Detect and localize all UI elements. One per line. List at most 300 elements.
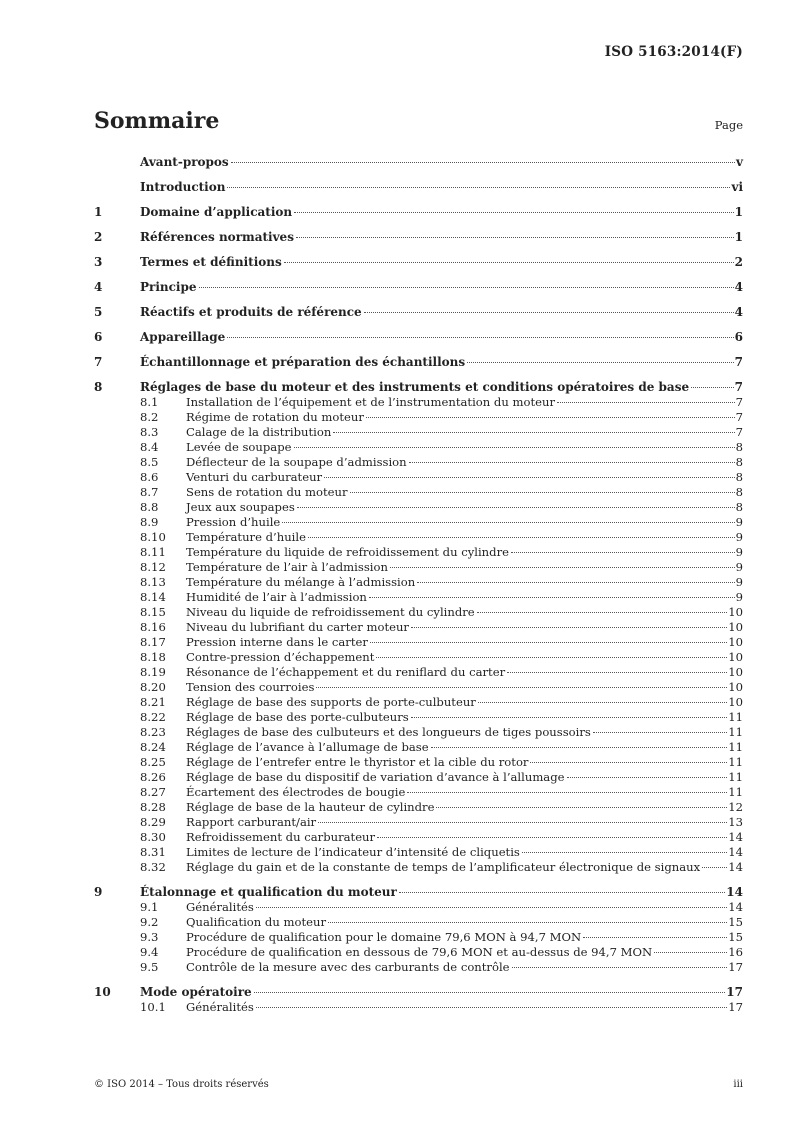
dot-leader [411, 627, 727, 628]
toc-entry-page: 11 [728, 740, 743, 754]
toc-entry-number: 8.24 [140, 740, 166, 754]
toc-entry-title: Procédure de qualification pour le domaine 79,6 MON à 94,7 MON [186, 930, 582, 944]
toc-entry[interactable] [94, 985, 743, 1000]
toc-entry-leader-line [140, 885, 743, 900]
toc-entry-page: 10 [728, 620, 743, 634]
toc-entry-page: 1 [734, 230, 743, 244]
toc-entry-number: 8.2 [140, 410, 159, 424]
toc-entry-number: 9.4 [140, 945, 159, 959]
toc-entry[interactable] [94, 710, 743, 725]
toc-entry[interactable] [94, 695, 743, 710]
toc-entry-leader-line [140, 305, 743, 320]
toc-entry-title: Déflecteur de la soupape d’admission [186, 455, 407, 469]
toc-entry-page: 13 [728, 815, 743, 829]
dot-leader [522, 852, 727, 853]
toc-entry-page: 10 [728, 635, 743, 649]
toc-entry[interactable] [94, 770, 743, 785]
toc-entry-page: 8 [735, 455, 743, 469]
toc-entry-title: Principe [140, 280, 197, 294]
toc-entry[interactable] [94, 530, 743, 545]
toc-entry-title: Calage de la distribution [186, 425, 332, 439]
toc-entry-leader-line [186, 485, 743, 500]
toc-entry[interactable] [94, 930, 743, 945]
toc-entry-page: 7 [735, 410, 743, 424]
toc-entry-number: 8 [94, 380, 103, 394]
toc-entry-leader-line [186, 575, 743, 590]
toc-entry[interactable] [94, 665, 743, 680]
dot-leader [227, 337, 733, 338]
toc-entry-number: 8.11 [140, 545, 166, 559]
dot-leader [431, 747, 728, 748]
toc-entry-number: 8.3 [140, 425, 159, 439]
title-row [94, 108, 743, 148]
page-title: Sommaire [94, 108, 220, 134]
toc-entry[interactable] [94, 515, 743, 530]
dot-leader [411, 717, 728, 718]
toc-entry-page: 7 [734, 380, 743, 394]
toc-entry-leader-line [186, 945, 743, 960]
toc-entry-title: Levée de soupape [186, 440, 292, 454]
toc-entry-title: Réactifs et produits de référence [140, 305, 362, 319]
toc-entry[interactable] [94, 620, 743, 635]
toc-entry-leader-line [186, 845, 743, 860]
toc-entry-page: 9 [735, 545, 743, 559]
dot-leader [333, 432, 734, 433]
toc-entry-leader-line [140, 230, 743, 245]
toc-entry-page: 11 [728, 770, 743, 784]
toc-entry-page: 6 [734, 330, 743, 344]
dot-leader [593, 732, 727, 733]
dot-leader [294, 447, 735, 448]
toc-entry-leader-line [140, 280, 743, 295]
toc-entry[interactable] [94, 230, 743, 245]
toc-entry-title: Qualification du moteur [186, 915, 327, 929]
toc-entry-leader-line [186, 545, 743, 560]
toc-entry-title: Réglage de base du dispositif de variation d’avance à l’allumage [186, 770, 565, 784]
dot-leader [567, 777, 728, 778]
toc-entry-page: 9 [735, 515, 743, 529]
toc-entry-title: Réglage de l’entrefer entre le thyristor et la cible du rotor [186, 755, 529, 769]
toc-entry[interactable] [94, 410, 743, 425]
toc-entry-number: 8.26 [140, 770, 166, 784]
toc-entry-title: Sens de rotation du moteur [186, 485, 348, 499]
toc-entry-number: 8.18 [140, 650, 166, 664]
toc-entry-leader-line [186, 425, 743, 440]
toc-entry[interactable] [94, 440, 743, 455]
toc-entry[interactable] [94, 560, 743, 575]
toc-entry[interactable] [94, 800, 743, 815]
toc-entry-number: 8.5 [140, 455, 159, 469]
toc-entry-leader-line [140, 355, 743, 370]
toc-entry-page: 11 [728, 710, 743, 724]
toc-entry[interactable] [94, 1000, 743, 1015]
toc-entry-title: Réglage du gain et de la constante de temps de l’amplificateur électronique de signaux [186, 860, 701, 874]
toc-entry-leader-line [186, 785, 743, 800]
toc-entry-page: 8 [735, 470, 743, 484]
toc-entry-page: 9 [735, 590, 743, 604]
toc-entry-title: Contrôle de la mesure avec des carburants de contrôle [186, 960, 510, 974]
toc-entry-leader-line [186, 915, 743, 930]
toc-entry-leader-line [186, 860, 743, 875]
toc-entry-title: Réglages de base du moteur et des instruments et conditions opératoires de base [140, 380, 690, 394]
toc-entry-page: 14 [728, 860, 743, 874]
toc-entry-number: 8.21 [140, 695, 166, 709]
toc-entry-title: Pression d’huile [186, 515, 281, 529]
dot-leader [417, 582, 734, 583]
dot-leader [557, 402, 735, 403]
toc-entry-number: 8.8 [140, 500, 159, 514]
toc-entry-page: 11 [728, 785, 743, 799]
toc-entry-title: Réglage de base des porte-culbuteurs [186, 710, 409, 724]
toc-entry-leader-line [140, 985, 743, 1000]
toc-entry-title: Niveau du lubrifiant du carter moteur [186, 620, 409, 634]
toc-entry-leader-line [186, 620, 743, 635]
toc-entry-leader-line [186, 470, 743, 485]
toc-entry-title: Rapport carburant/air [186, 815, 317, 829]
toc-entry[interactable] [94, 305, 743, 320]
toc-entry-leader-line [186, 695, 743, 710]
toc-entry-leader-line [140, 330, 743, 345]
toc-entry[interactable] [94, 845, 743, 860]
dot-leader [511, 552, 735, 553]
toc-entry-number: 8.27 [140, 785, 166, 799]
toc-entry[interactable] [94, 960, 743, 975]
dot-leader [366, 417, 735, 418]
dot-leader [296, 237, 734, 238]
toc-entry-number: 8.9 [140, 515, 159, 529]
toc-entry[interactable] [94, 650, 743, 665]
toc-entry-page: 10 [728, 605, 743, 619]
toc-entry-title: Jeux aux soupapes [186, 500, 295, 514]
toc-entry-page: 7 [734, 355, 743, 369]
toc-entry-page: 2 [734, 255, 743, 269]
toc-entry-number: 10.1 [140, 1000, 166, 1014]
dot-leader [512, 967, 728, 968]
toc-entry-leader-line [186, 800, 743, 815]
toc-entry-title: Venturi du carburateur [186, 470, 323, 484]
toc-entry[interactable] [94, 380, 743, 395]
toc-entry-page: 16 [728, 945, 743, 959]
toc-entry-leader-line [186, 635, 743, 650]
toc-entry-page: vi [731, 180, 743, 194]
toc-entry-leader-line [186, 755, 743, 770]
toc-entry-leader-line [186, 770, 743, 785]
toc-entry-page: 10 [728, 680, 743, 694]
toc-entry[interactable] [94, 330, 743, 345]
table-of-contents [94, 155, 743, 1015]
dot-leader [369, 597, 735, 598]
toc-entry-page: v [736, 155, 743, 169]
toc-entry-number: 8.4 [140, 440, 159, 454]
dot-leader [308, 537, 735, 538]
dot-leader [364, 312, 734, 313]
toc-entry-title: Régime de rotation du moteur [186, 410, 364, 424]
dot-leader [399, 892, 725, 893]
toc-entry-number: 9.2 [140, 915, 159, 929]
toc-entry-leader-line [186, 1000, 743, 1015]
dot-leader [284, 262, 734, 263]
toc-entry-number: 8.25 [140, 755, 166, 769]
toc-entry-title: Généralités [186, 1000, 254, 1014]
dot-leader [256, 907, 727, 908]
toc-entry-title: Réglage de base des supports de porte-culbuteur [186, 695, 476, 709]
toc-entry-title: Procédure de qualification en dessous de 79,6 MON et au-dessus de 94,7 MON [186, 945, 653, 959]
toc-entry-page: 17 [728, 960, 743, 974]
dot-leader [254, 992, 726, 993]
toc-entry-number: 8.13 [140, 575, 166, 589]
dot-leader [376, 657, 727, 658]
dot-leader [467, 362, 734, 363]
toc-entry-number: 8.28 [140, 800, 166, 814]
toc-entry-page: 8 [735, 485, 743, 499]
toc-entry[interactable] [94, 280, 743, 295]
dot-leader [256, 1007, 727, 1008]
toc-entry[interactable] [94, 395, 743, 410]
toc-entry-number: 9.1 [140, 900, 159, 914]
toc-entry-page: 4 [734, 280, 743, 294]
toc-entry-page: 17 [728, 1000, 743, 1014]
toc-entry[interactable] [94, 455, 743, 470]
toc-entry-page: 15 [728, 930, 743, 944]
toc-entry-title: Domaine d’application [140, 205, 293, 219]
toc-entry-leader-line [186, 740, 743, 755]
toc-entry-title: Réglage de l’avance à l’allumage de base [186, 740, 429, 754]
document-identifier: ISO 5163:2014(F) [604, 44, 743, 60]
toc-entry-page: 11 [728, 725, 743, 739]
dot-leader [318, 822, 727, 823]
toc-entry-title: Niveau du liquide de refroidissement du cylindre [186, 605, 475, 619]
toc-entry-leader-line [186, 590, 743, 605]
toc-entry-title: Étalonnage et qualification du moteur [140, 885, 397, 899]
toc-entry-number: 8.6 [140, 470, 159, 484]
toc-entry-page: 8 [735, 500, 743, 514]
toc-entry-page: 14 [728, 900, 743, 914]
toc-entry[interactable] [94, 425, 743, 440]
toc-entry-page: 8 [735, 440, 743, 454]
toc-entry[interactable] [94, 785, 743, 800]
toc-entry-page: 9 [735, 530, 743, 544]
toc-entry[interactable] [94, 900, 743, 915]
toc-entry-number: 8.10 [140, 530, 166, 544]
toc-entry-leader-line [186, 605, 743, 620]
dot-leader [409, 462, 735, 463]
toc-entry-page: 9 [735, 560, 743, 574]
dot-leader [316, 687, 727, 688]
toc-entry-title: Introduction [140, 180, 226, 194]
toc-entry-title: Références normatives [140, 230, 294, 244]
toc-entry-number: 7 [94, 355, 103, 369]
toc-entry-number: 9 [94, 885, 103, 899]
dot-leader [350, 492, 735, 493]
toc-entry-number: 5 [94, 305, 103, 319]
toc-entry-number: 9.3 [140, 930, 159, 944]
copyright-notice: © ISO 2014 – Tous droits réservés [94, 1079, 269, 1090]
toc-entry-number: 8.29 [140, 815, 166, 829]
toc-entry-title: Température du liquide de refroidissement du cylindre [186, 545, 509, 559]
toc-entry-page: 12 [728, 800, 743, 814]
toc-entry-number: 8.14 [140, 590, 166, 604]
toc-entry-title: Température d’huile [186, 530, 306, 544]
toc-entry-leader-line [186, 900, 743, 915]
toc-entry-number: 1 [94, 205, 103, 219]
toc-entry-number: 8.30 [140, 830, 166, 844]
toc-entry-title: Humidité de l’air à l’admission [186, 590, 367, 604]
toc-entry[interactable] [94, 830, 743, 845]
dot-leader [370, 642, 727, 643]
toc-entry-page: 17 [726, 985, 743, 999]
toc-entry-page: 14 [726, 885, 743, 899]
toc-entry-leader-line [186, 930, 743, 945]
dot-leader [530, 762, 727, 763]
toc-entry[interactable] [94, 205, 743, 220]
toc-entry-title: Tension des courroies [186, 680, 315, 694]
dot-leader [702, 867, 727, 868]
toc-entry[interactable] [94, 915, 743, 930]
toc-entry-title: Réglages de base des culbuteurs et des longueurs de tiges poussoirs [186, 725, 591, 739]
toc-entry-page: 10 [728, 695, 743, 709]
toc-entry[interactable] [94, 355, 743, 370]
toc-entry[interactable] [94, 180, 743, 195]
toc-entry-title: Mode opératoire [140, 985, 252, 999]
toc-entry-number: 8.16 [140, 620, 166, 634]
toc-entry[interactable] [94, 885, 743, 900]
toc-entry-number: 8.22 [140, 710, 166, 724]
toc-entry-leader-line [186, 815, 743, 830]
toc-entry-page: 1 [734, 205, 743, 219]
toc-entry-page: 14 [728, 830, 743, 844]
toc-entry-leader-line [186, 530, 743, 545]
toc-entry-number: 8.32 [140, 860, 166, 874]
toc-entry[interactable] [94, 635, 743, 650]
toc-entry-number: 4 [94, 280, 103, 294]
toc-entry-leader-line [186, 515, 743, 530]
toc-entry-title: Contre-pression d’échappement [186, 650, 375, 664]
toc-entry-title: Avant-propos [140, 155, 229, 169]
toc-entry-title: Écartement des électrodes de bougie [186, 785, 406, 799]
toc-entry[interactable] [94, 590, 743, 605]
toc-entry[interactable] [94, 500, 743, 515]
toc-entry-number: 6 [94, 330, 103, 344]
toc-entry-number: 8.12 [140, 560, 166, 574]
toc-entry-number: 8.19 [140, 665, 166, 679]
toc-entry-page: 10 [728, 650, 743, 664]
dot-leader [583, 937, 727, 938]
toc-entry-leader-line [186, 830, 743, 845]
toc-entry-leader-line [186, 560, 743, 575]
dot-leader [477, 612, 728, 613]
toc-entry-title: Généralités [186, 900, 254, 914]
dot-leader [407, 792, 727, 793]
toc-entry-leader-line [140, 155, 743, 170]
toc-entry-page: 10 [728, 665, 743, 679]
toc-entry-title: Pression interne dans le carter [186, 635, 368, 649]
dot-leader [282, 522, 734, 523]
page-column-label: Page [714, 118, 743, 132]
toc-entry-title: Installation de l’équipement et de l’instrumentation du moteur [186, 395, 555, 409]
toc-entry-leader-line [186, 680, 743, 695]
toc-entry[interactable] [94, 945, 743, 960]
toc-entry-leader-line [186, 500, 743, 515]
toc-entry-title: Température de l’air à l’admission [186, 560, 388, 574]
toc-entry-leader-line [140, 255, 743, 270]
toc-entry[interactable] [94, 815, 743, 830]
toc-entry[interactable] [94, 155, 743, 170]
toc-entry[interactable] [94, 470, 743, 485]
toc-entry[interactable] [94, 545, 743, 560]
toc-entry-leader-line [186, 410, 743, 425]
toc-entry[interactable] [94, 740, 743, 755]
dot-leader [377, 837, 727, 838]
toc-entry[interactable] [94, 725, 743, 740]
toc-entry-number: 8.1 [140, 395, 159, 409]
dot-leader [436, 807, 727, 808]
dot-leader [390, 567, 735, 568]
dot-leader [478, 702, 727, 703]
toc-entry-leader-line [186, 650, 743, 665]
toc-entry-number: 8.20 [140, 680, 166, 694]
toc-entry-leader-line [186, 455, 743, 470]
toc-entry-leader-line [140, 380, 743, 395]
toc-entry[interactable] [94, 755, 743, 770]
toc-entry-page: 14 [728, 845, 743, 859]
toc-entry-leader-line [186, 440, 743, 455]
dot-leader [654, 952, 727, 953]
toc-entry-leader-line [186, 725, 743, 740]
toc-entry-number: 10 [94, 985, 111, 999]
toc-entry[interactable] [94, 860, 743, 875]
toc-entry-title: Échantillonnage et préparation des échantillons [140, 355, 466, 369]
toc-entry-number: 3 [94, 255, 103, 269]
toc-entry-title: Appareillage [140, 330, 226, 344]
toc-entry-title: Limites de lecture de l’indicateur d’intensité de cliquetis [186, 845, 520, 859]
toc-entry-leader-line [186, 665, 743, 680]
toc-entry-number: 8.15 [140, 605, 166, 619]
dot-leader [294, 212, 734, 213]
toc-entry-title: Refroidissement du carburateur [186, 830, 376, 844]
toc-entry-number: 8.7 [140, 485, 159, 499]
toc-entry-title: Réglage de base de la hauteur de cylindre [186, 800, 435, 814]
toc-entry-page: 9 [735, 575, 743, 589]
dot-leader [328, 922, 727, 923]
toc-entry-number: 8.31 [140, 845, 166, 859]
dot-leader [297, 507, 735, 508]
dot-leader [324, 477, 735, 478]
toc-entry-number: 2 [94, 230, 103, 244]
toc-entry-number: 8.23 [140, 725, 166, 739]
dot-leader [507, 672, 727, 673]
dot-leader [691, 387, 734, 388]
toc-entry-page: 7 [735, 425, 743, 439]
toc-entry[interactable] [94, 575, 743, 590]
toc-entry[interactable] [94, 680, 743, 695]
toc-entry[interactable] [94, 485, 743, 500]
toc-entry-leader-line [140, 205, 743, 220]
toc-entry-title: Termes et définitions [140, 255, 282, 269]
toc-entry-title: Résonance de l’échappement et du reniflard du carter [186, 665, 506, 679]
dot-leader [227, 187, 730, 188]
toc-entry-page: 7 [735, 395, 743, 409]
page-number: iii [733, 1079, 743, 1090]
toc-entry-number: 8.17 [140, 635, 166, 649]
toc-entry-leader-line [140, 180, 743, 195]
toc-entry-page: 11 [728, 755, 743, 769]
toc-entry-page: 15 [728, 915, 743, 929]
dot-leader [231, 162, 735, 163]
toc-entry-page: 4 [734, 305, 743, 319]
toc-entry[interactable] [94, 255, 743, 270]
toc-entry-leader-line [186, 710, 743, 725]
toc-entry[interactable] [94, 605, 743, 620]
